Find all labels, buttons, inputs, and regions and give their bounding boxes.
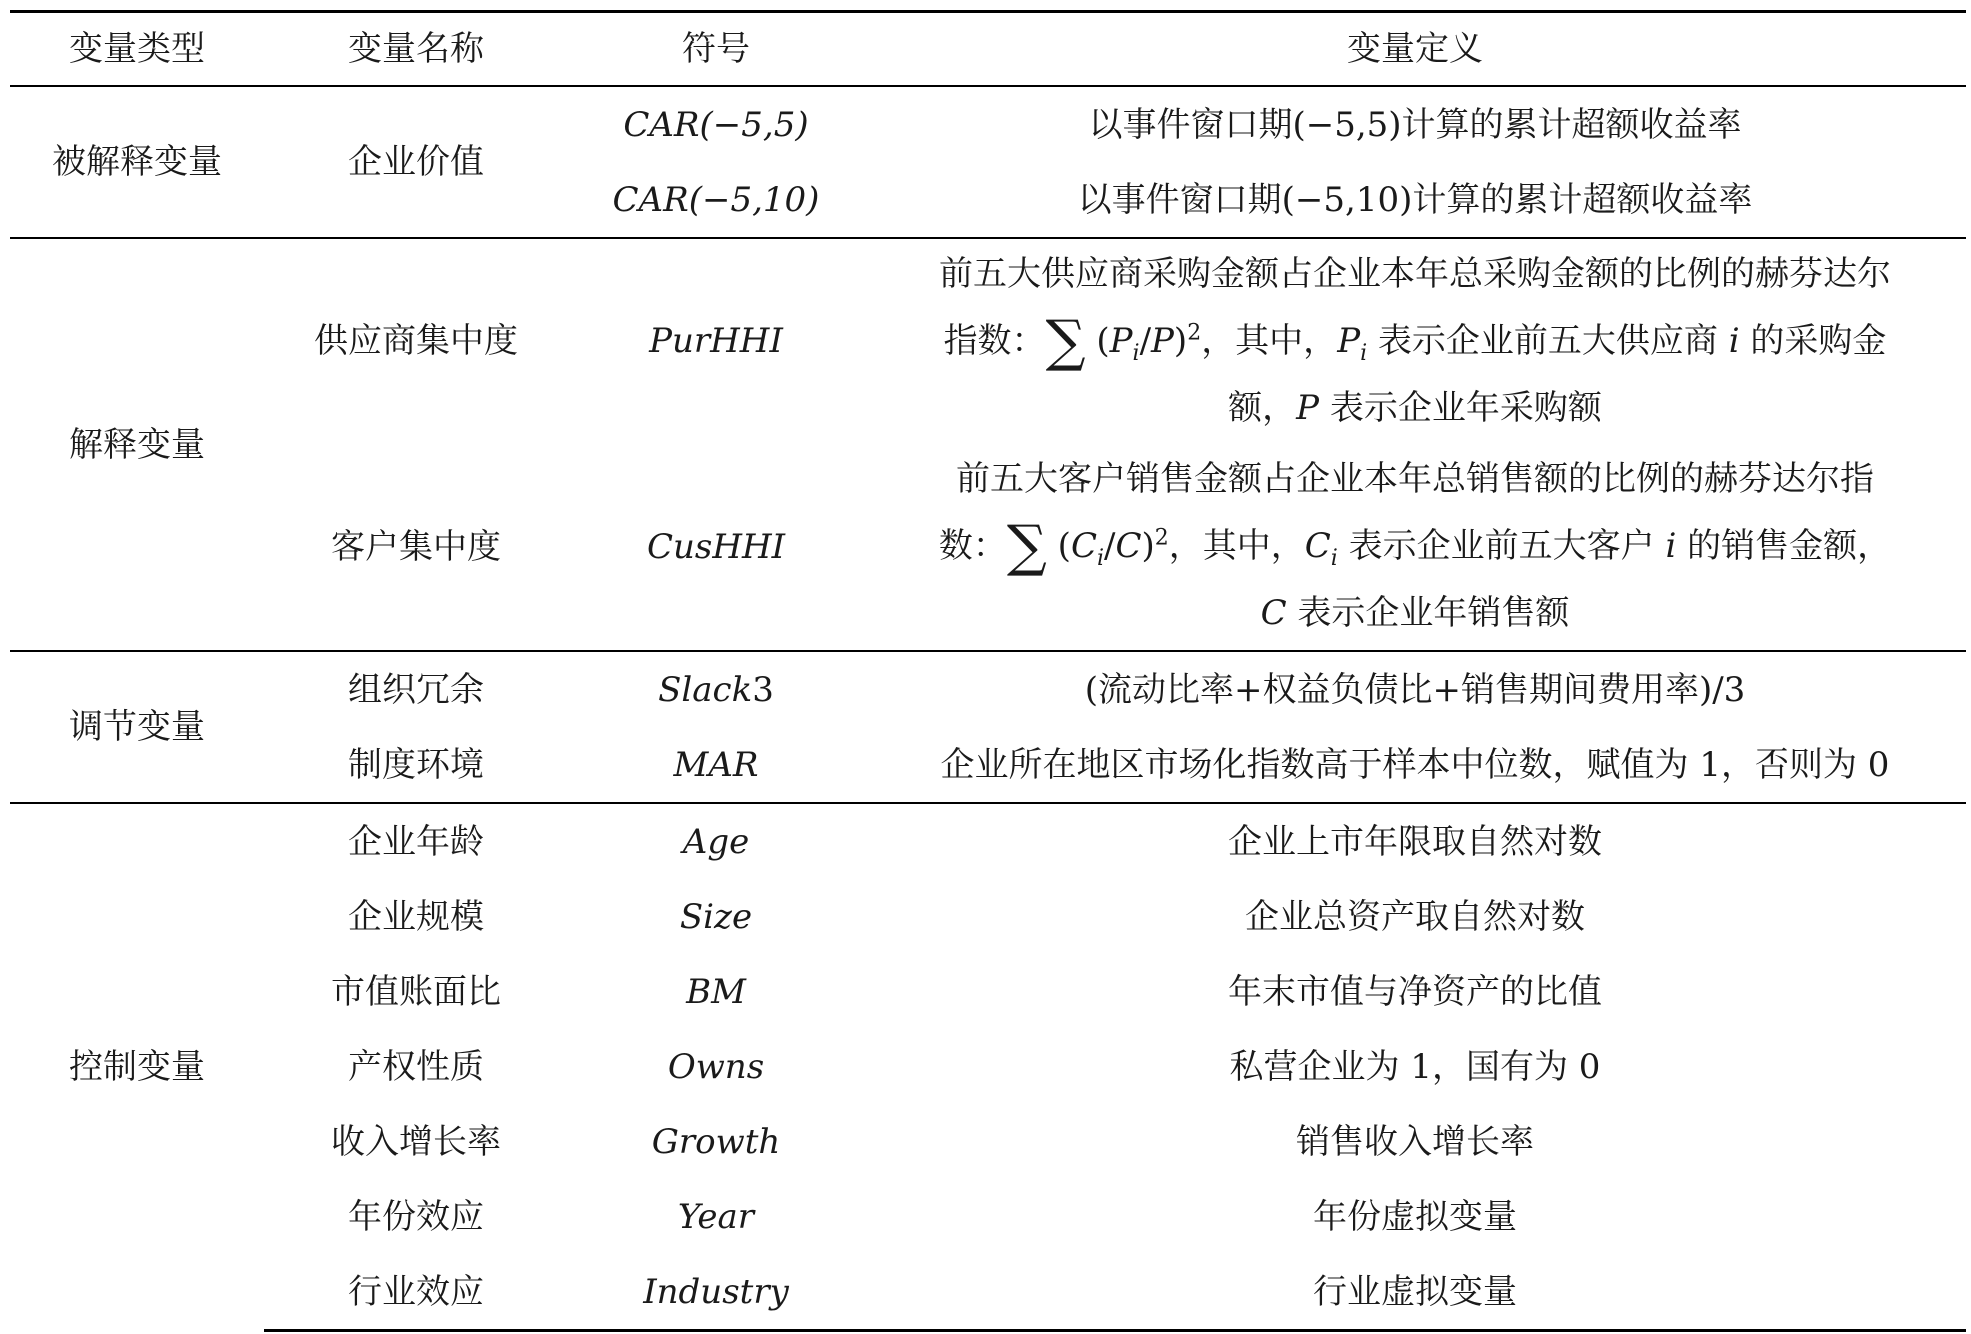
- table-row: [10, 86, 1966, 162]
- definition-cell: 企业总资产取自然对数: [1245, 896, 1585, 937]
- symbol-cell: BM: [686, 971, 746, 1012]
- variable-name-cell: 企业价值: [264, 86, 568, 238]
- table-row: [10, 727, 1966, 803]
- definition-cell: 行业虚拟变量: [864, 1254, 1966, 1331]
- table-row: [10, 651, 1966, 727]
- header-symbol: 符号: [568, 12, 864, 87]
- table-row: [10, 1029, 1966, 1104]
- variable-name-cell: 组织冗余: [264, 651, 568, 727]
- definition-cell: 销售收入增长率: [1296, 1121, 1534, 1162]
- group-type-cell: 被解释变量: [10, 86, 264, 238]
- table-row: [10, 879, 1966, 954]
- variable-name-cell: 产权性质: [348, 1046, 484, 1087]
- table-row: [10, 1104, 1966, 1179]
- symbol-cell: Slack3: [568, 651, 864, 727]
- variable-name-cell: 行业效应: [264, 1254, 568, 1331]
- definition-cell: 前五大客户销售金额占企业本年总销售额的比例的赫芬达尔指 数：∑ $(C_i/C)^2$，其中，$C_i$ 表示企业前五大客户 i 的销售金额， C 表示企业年销售额: [938, 459, 1892, 633]
- definition-cell: 年末市值与净资产的比值: [1228, 971, 1602, 1012]
- group-type-cell: 调节变量: [10, 651, 264, 803]
- variable-name-cell: 收入增长率: [331, 1121, 501, 1162]
- header-row: [10, 12, 1966, 87]
- symbol-cell: Owns: [667, 1046, 765, 1087]
- header-name: 变量名称: [264, 12, 568, 87]
- group-type-cell: 解释变量: [10, 238, 264, 651]
- symbol-cell: PurHHI: [568, 238, 864, 443]
- symbol-cell: CAR(−5,5): [568, 86, 864, 162]
- variable-name-cell: 客户集中度: [331, 526, 501, 567]
- symbol-cell: Size: [679, 896, 753, 937]
- variable-name-cell: 市值账面比: [331, 971, 501, 1012]
- sigma-symbol: ∑: [1006, 514, 1047, 579]
- symbol-cell: CusHHI: [646, 526, 786, 567]
- table-row: [10, 1254, 1966, 1331]
- table-row: [10, 443, 1966, 651]
- group-type-cell: 控制变量: [10, 803, 264, 1331]
- variable-name-cell: 制度环境: [348, 744, 484, 785]
- variable-name-cell: 供应商集中度: [264, 238, 568, 443]
- definition-cell: 年份虚拟变量: [1313, 1196, 1517, 1237]
- definition-cell: 企业上市年限取自然对数: [864, 803, 1966, 879]
- definition-cell: 企业所在地区市场化指数高于样本中位数，赋值为 1，否则为 0: [940, 744, 1890, 785]
- definition-cell: (流动比率+权益负债比+销售期间费用率)/3: [864, 651, 1966, 727]
- definition-cell: 以事件窗口期(−5,10)计算的累计超额收益率: [1077, 179, 1753, 220]
- symbol-cell: Year: [677, 1196, 755, 1237]
- header-type: 变量类型: [10, 12, 264, 87]
- table-row: [10, 238, 1966, 443]
- table-row: [10, 803, 1966, 879]
- symbol-cell: CAR(−5,10): [612, 179, 820, 220]
- sigma-symbol: ∑: [1045, 308, 1086, 374]
- variable-name-cell: 企业规模: [348, 896, 484, 937]
- definition-cell: 以事件窗口期(−5,5)计算的累计超额收益率: [864, 86, 1966, 162]
- variable-name-cell: 年份效应: [348, 1196, 484, 1237]
- symbol-cell: Age: [568, 803, 864, 879]
- variable-name-cell: 企业年龄: [264, 803, 568, 879]
- table-row: [10, 1179, 1966, 1254]
- definition-cell: 私营企业为 1，国有为 0: [1229, 1046, 1601, 1087]
- table-row: [10, 954, 1966, 1029]
- variable-definition-table: [10, 10, 1966, 1332]
- definition-line: 前五大供应商采购金额占企业本年总采购金额的比例的赫芬达尔: [939, 253, 1891, 294]
- symbol-cell: Industry: [568, 1254, 864, 1331]
- definition-cell: 前五大供应商采购金额占企业本年总采购金额的比例的赫芬达尔 指数：∑ $(P_i/P)^2$，其中，$P_i$ 表示企业前五大供应商 i 的采购金 额，P 表示企业年采购额: [864, 238, 1966, 443]
- header-definition: 变量定义: [864, 12, 1966, 87]
- symbol-cell: MAR: [673, 744, 759, 785]
- definition-line: 前五大客户销售金额占企业本年总销售额的比例的赫芬达尔指: [956, 459, 1874, 499]
- symbol-cell: Growth: [651, 1121, 781, 1162]
